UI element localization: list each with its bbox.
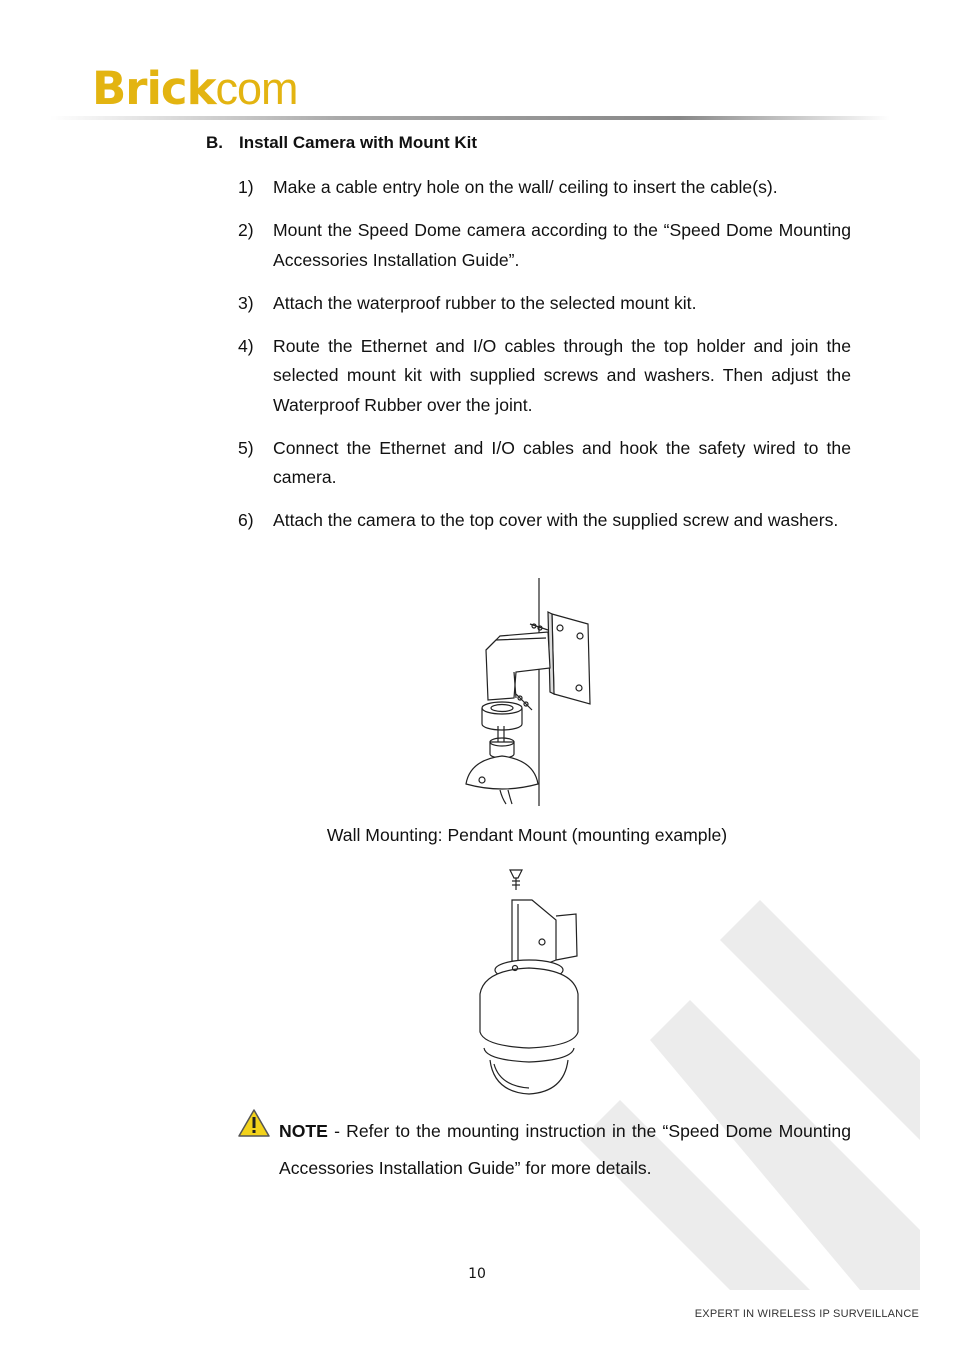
installation-steps — [238, 173, 851, 549]
step-number: 3) — [238, 292, 254, 313]
step-item — [238, 216, 851, 275]
step-item — [238, 434, 851, 493]
speed-dome-camera-illustration — [470, 864, 585, 1096]
warning-triangle-icon — [238, 1108, 270, 1138]
step-text: Make a cable entry hole on the wall/ ceiling to insert the cable(s). — [273, 177, 778, 197]
logo-com-text: com — [215, 63, 298, 114]
step-item — [238, 173, 851, 203]
step-text: Attach the camera to the top cover with the supplied screw and washers. — [273, 510, 839, 530]
step-item — [238, 332, 851, 421]
background-chevron-decoration — [560, 880, 920, 1290]
step-number: 4) — [238, 335, 254, 356]
header-divider — [50, 115, 890, 121]
step-text: Attach the waterproof rubber to the selected mount kit. — [273, 292, 697, 313]
note-label: NOTE — [279, 1121, 328, 1141]
step-number: 2) — [238, 220, 254, 240]
section-label: B. — [206, 133, 223, 152]
section-heading — [206, 133, 477, 153]
step-text: Mount the Speed Dome camera according to the “Speed Dome Mounting Accessories Installation Guide”. — [273, 220, 851, 270]
page-number: 10 — [468, 1266, 486, 1282]
brickcom-logo — [92, 62, 298, 115]
footer-tagline: EXPERT IN WIRELESS IP SURVEILLANCE — [694, 1308, 919, 1320]
note-text: - Refer to the mounting instruction in the “Speed Dome Mounting Accessories Installation Guide” for more details. — [279, 1121, 851, 1178]
step-item — [238, 289, 851, 319]
section-title: Install Camera with Mount Kit — [239, 133, 478, 152]
step-number: 6) — [238, 510, 254, 530]
logo-brick-text: Brick — [92, 62, 216, 115]
wall-pendant-mount-illustration — [460, 576, 600, 808]
step-text: Connect the Ethernet and I/O cables and hook the safety wired to the camera. — [273, 437, 851, 487]
step-item — [238, 506, 851, 536]
step-number: 1) — [238, 177, 254, 197]
figure-caption: Wall Mounting: Pendant Mount (mounting example) — [326, 825, 728, 845]
step-number: 5) — [238, 437, 254, 458]
note-paragraph — [279, 1113, 851, 1187]
step-text: Route the Ethernet and I/O cables through the top holder and join the selected mount kit with supplied screws and washers. Then adjust the Waterproof Rubber over the joint. — [273, 335, 851, 415]
